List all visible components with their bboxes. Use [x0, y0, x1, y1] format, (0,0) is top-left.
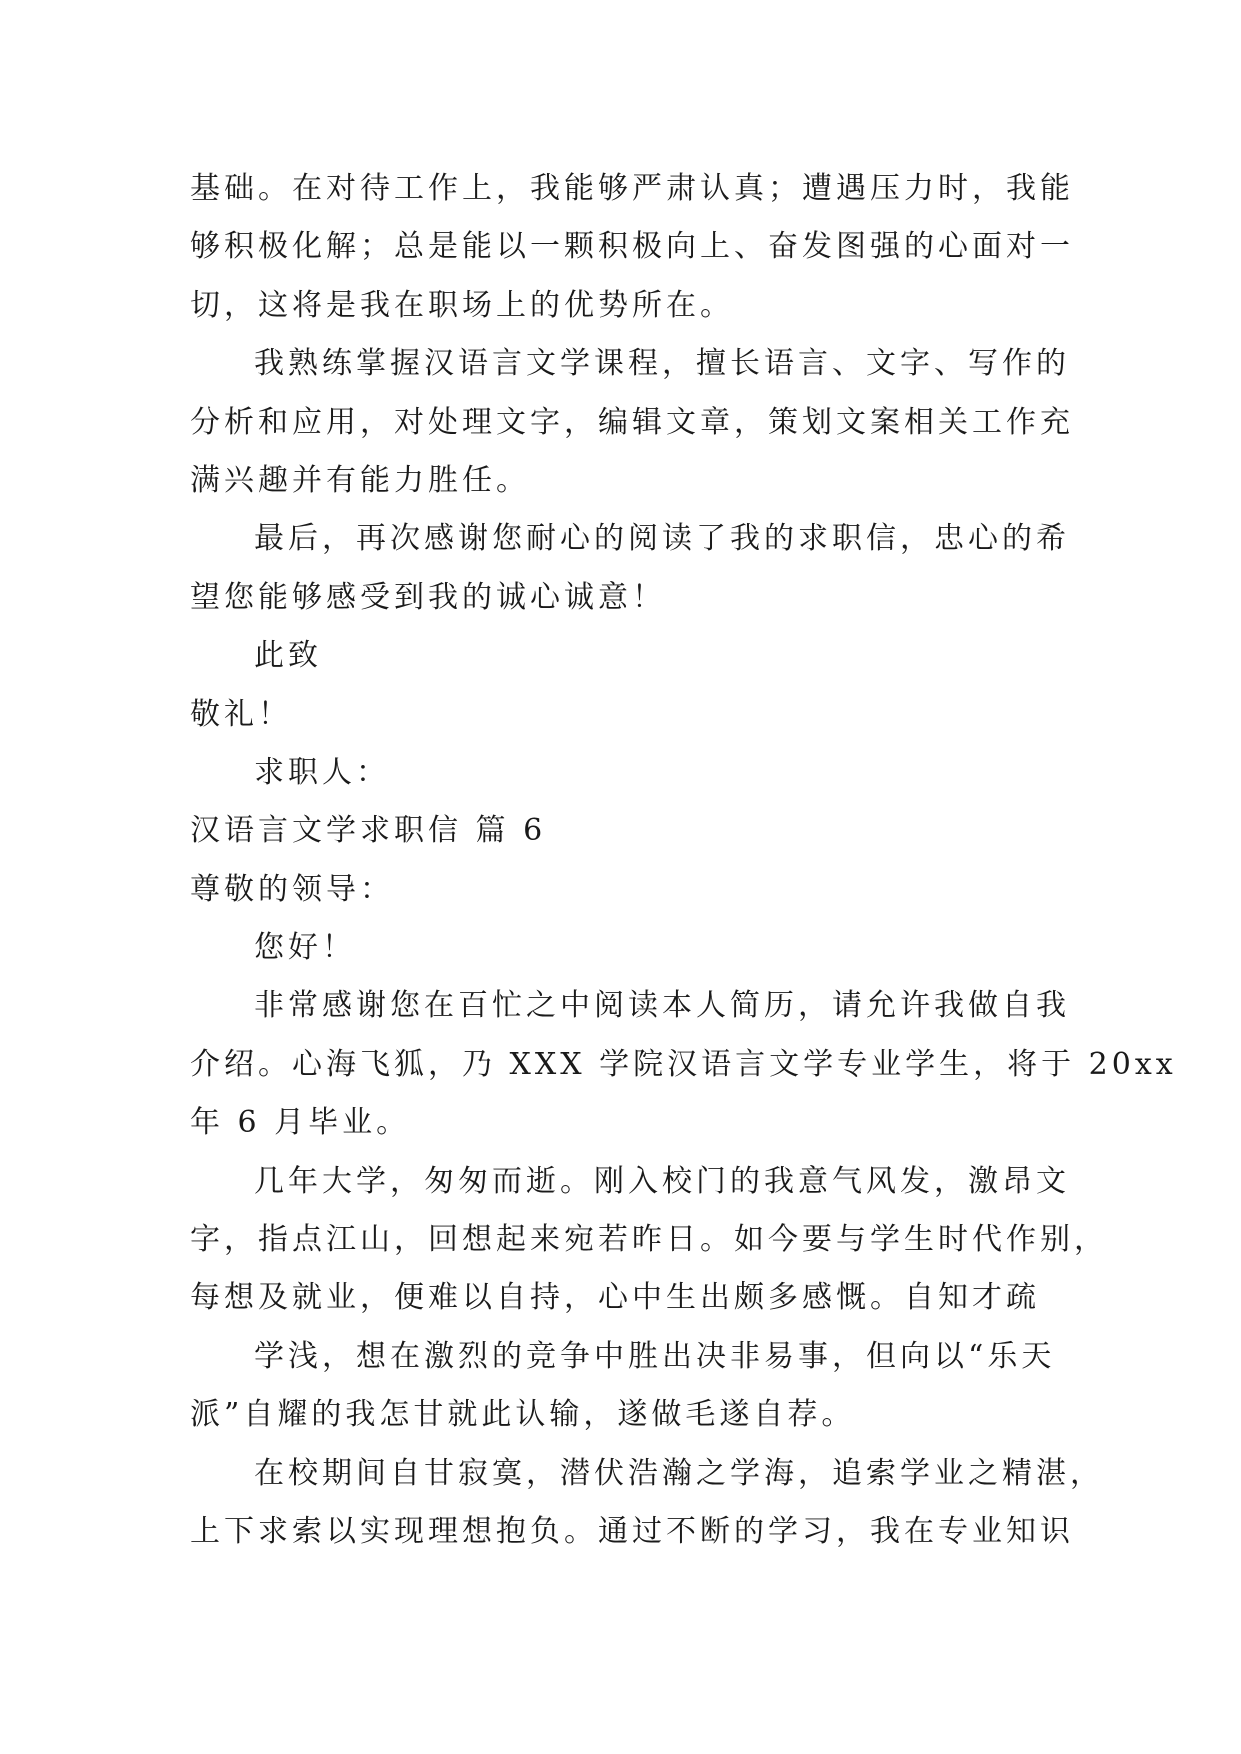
text-line: 几年大学，匆匆而逝。刚入校门的我意气风发，激昂文: [254, 1163, 1070, 1199]
closing-salutation: 此致: [254, 638, 322, 674]
text-line: 分析和应用，对处理文字，编辑文章，策划文案相关工作充: [190, 404, 1074, 440]
text-line: 年 6 月毕业。: [190, 1105, 411, 1141]
text-line: 我熟练掌握汉语言文学课程，擅长语言、文字、写作的: [254, 346, 1070, 382]
letter-body: [190, 160, 1177, 1561]
text-line: 最后，再次感谢您耐心的阅读了我的求职信，忠心的希: [254, 521, 1070, 557]
greeting-hello: 您好！: [254, 930, 356, 966]
text-line: 基础。在对待工作上，我能够严肃认真；遭遇压力时，我能: [190, 171, 1074, 206]
text-line: 在校期间自甘寂寞，潜伏浩瀚之学海，追索学业之精湛，: [254, 1455, 1104, 1491]
letter-greeting: 尊敬的领导：: [190, 871, 394, 907]
text-line: 介绍。心海飞狐，乃 XXX 学院汉语言文学专业学生，将于 20xx: [190, 1046, 1177, 1082]
text-line: 非常感谢您在百忙之中阅读本人简历，请允许我做自我: [254, 988, 1070, 1024]
text-line: 满兴趣并有能力胜任。: [190, 462, 530, 498]
text-line: 望您能够感受到我的诚心诚意！: [190, 579, 666, 615]
text-line: 够积极化解；总是能以一颗积极向上、奋发图强的心面对一: [190, 229, 1074, 265]
closing-regards: 敬礼！: [190, 696, 292, 732]
text-line: 上下求索以实现理想抱负。通过不断的学习，我在专业知识: [190, 1513, 1074, 1549]
applicant-signature-label: 求职人：: [254, 754, 390, 790]
text-line: 每想及就业，便难以自持，心中生出颇多感慨。自知才疏: [190, 1280, 1040, 1316]
text-line: 字，指点江山，回想起来宛若昨日。如今要与学生时代作别，: [190, 1222, 1108, 1258]
text-line: 切，这将是我在职场上的优势所在。: [190, 287, 734, 323]
section-heading: 汉语言文学求职信 篇 6: [190, 813, 547, 849]
text-line: 学浅，想在激烈的竞争中胜出决非易事，但向以“乐天: [254, 1338, 1056, 1374]
text-line: 派”自耀的我怎甘就此认输，遂做毛遂自荐。: [190, 1397, 856, 1433]
